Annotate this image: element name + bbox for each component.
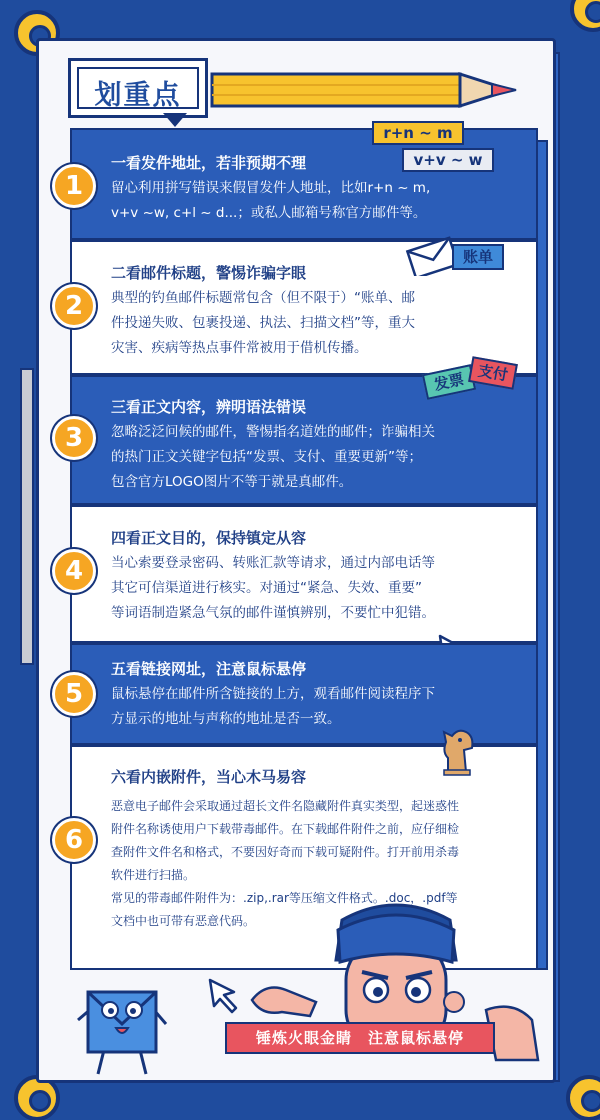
section-1-line-1: 留心利用拼写错误来假冒发件人地址，比如r+n ~ m, — [111, 180, 431, 196]
section-body-4 — [111, 551, 521, 626]
section-5-line-1: 鼠标悬停在邮件所含链接的上方，观看邮件阅读程序下 — [111, 686, 435, 702]
section-body-2 — [111, 286, 521, 361]
bill-tag: 账单 — [452, 244, 504, 270]
section-2-line-3: 灾害、疾病等热点事件常被用于借机传播。 — [111, 340, 368, 356]
section-3-line-2: 的热门正文关键字包括“发票、支付、重要更新”等； — [111, 449, 422, 465]
envelope-character-icon — [68, 980, 176, 1078]
section-number-1: 1 — [52, 164, 96, 208]
trojan-horse-icon — [436, 722, 480, 776]
section-number-5: 5 — [52, 672, 96, 716]
section-4-line-2: 其它可信渠道进行核实。对通过“紧急、失效、重要” — [111, 580, 422, 596]
section-number-3: 3 — [52, 416, 96, 460]
corner-decoration-top-right — [570, 0, 600, 32]
section-title-3: 三看正文内容，辨明语法错误 — [111, 398, 307, 416]
section-6-line-3: 查附件文件名和格式，不要因好奇而下载可疑附件。打开前用杀毒 — [111, 845, 460, 859]
typo-tag-vv: v+v ~ w — [402, 148, 494, 172]
title-notch — [163, 113, 187, 127]
section-title-2: 二看邮件标题，警惕诈骗字眼 — [111, 264, 307, 282]
page-title: 划重点 — [94, 80, 182, 111]
section-3-line-3: 包含官方LOGO图片不等于就是真邮件。 — [111, 474, 353, 490]
section-number-2: 2 — [52, 284, 96, 328]
section-2-line-2: 件投递失败、包裹投递、执法、扫描文档”等，重大 — [111, 315, 415, 331]
payment-tag: 支付 — [468, 356, 518, 390]
section-5-line-2: 方显示的地址与声称的地址是否一致。 — [111, 711, 341, 727]
section-body-3 — [111, 420, 521, 495]
section-2-line-1: 典型的钓鱼邮件标题常包含（但不限于）“账单、邮 — [111, 290, 415, 306]
section-6-line-1: 恶意电子邮件会采取通过超长文件名隐藏附件真实类型，起迷惑性 — [111, 799, 460, 813]
section-number-4: 4 — [52, 549, 96, 593]
side-tab — [20, 368, 34, 665]
section-4-line-1: 当心索要登录密码、转账汇款等请求，通过内部电话等 — [111, 555, 435, 571]
section-6-line-6: 文档中也可带有恶意代码。 — [111, 914, 256, 928]
cursor-arrow-bottom-icon — [206, 976, 246, 1016]
section-6-line-5: 常见的带毒邮件附件为：.zip,.rar等压缩文件格式。.doc，.pdf等 — [111, 891, 458, 905]
title-box — [68, 58, 208, 118]
pencil-icon — [210, 70, 530, 110]
footer-slogan: 锤炼火眼金睛 注意鼠标悬停 — [225, 1022, 495, 1054]
typo-tag-rn: r+n ~ m — [372, 121, 464, 145]
invoice-tag: 发票 — [422, 364, 476, 400]
section-title-6: 六看内嵌附件，当心木马易容 — [111, 768, 307, 786]
section-title-4: 四看正文目的，保持镇定从容 — [111, 529, 307, 547]
section-1-line-2: v+v ~w, c+l ~ d...；或私人邮箱号称官方邮件等。 — [111, 205, 427, 221]
section-6-line-4: 软件进行扫描。 — [111, 868, 196, 882]
section-6-line-2: 附件名称诱使用户下载带毒邮件。在下载邮件附件之前，应仔细检 — [111, 822, 460, 836]
section-body-1 — [111, 176, 521, 226]
section-number-6: 6 — [52, 818, 96, 862]
section-title-1: 一看发件地址，若非预期不理 — [111, 154, 307, 172]
section-3-line-1: 忽略泛泛问候的邮件，警惕指名道姓的邮件；诈骗相关 — [111, 424, 435, 440]
corner-decoration-bottom-right — [566, 1075, 600, 1120]
section-4-line-3: 等词语制造紧急气氛的邮件谨慎辨别，不要忙中犯错。 — [111, 605, 435, 621]
section-title-5: 五看链接网址，注意鼠标悬停 — [111, 660, 307, 678]
